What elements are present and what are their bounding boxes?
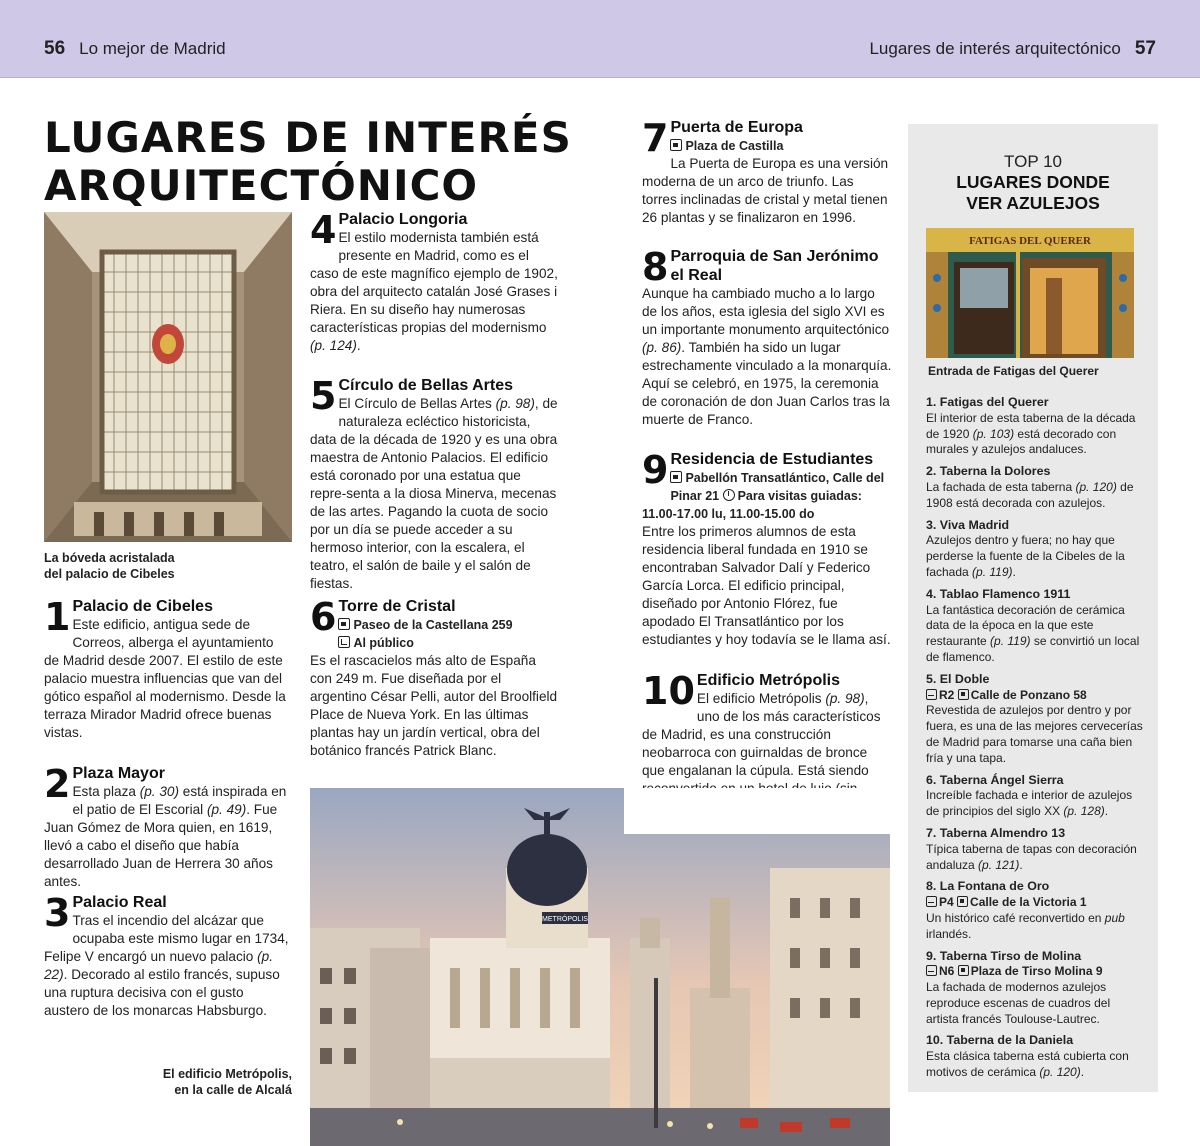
entry-number: 1 bbox=[44, 595, 71, 639]
entry-4-palacio-longoria bbox=[310, 210, 558, 355]
header-left bbox=[44, 38, 226, 60]
entry-title: Torre de Cristal bbox=[338, 598, 456, 615]
left-page-number: 56 bbox=[44, 38, 66, 59]
entry-number: 9 bbox=[642, 448, 669, 492]
entry-text: El estilo modernista también está presente en Madrid, como es el caso de este magnífico ejemplo de 1902, obra del arquitecto catalán José Grases i Riera. En su diseño hay numerosas características propias del modernismo (p. 124). bbox=[310, 230, 558, 353]
list-item: 5. El Doble R2 Calle de Ponzano 58 Revestida de azulejos por dentro y por fuera, es una de las mejores cervecerías de Madrid para tomarse una caña bien fría y una tapa. bbox=[926, 671, 1143, 765]
entry-1-palacio-cibeles bbox=[44, 597, 292, 742]
entry-title: Parroquia de San Jerónimo el Real bbox=[670, 248, 879, 284]
entry-info: Paseo de la Castellana 259 bbox=[338, 618, 512, 632]
entry-title: Plaza Mayor bbox=[72, 765, 165, 782]
entry-number: 6 bbox=[310, 595, 337, 639]
photo-cibeles-dome bbox=[44, 212, 292, 542]
home-icon bbox=[338, 618, 350, 630]
right-section-title: Lugares de interés arquitectónico bbox=[869, 39, 1121, 58]
caption-metropolis: El edificio Metrópolis, en la calle de Alcalá bbox=[162, 1067, 292, 1097]
home-icon bbox=[958, 965, 969, 976]
sidebar-kicker: TOP 10 bbox=[1004, 152, 1062, 171]
entry-title: Círculo de Bellas Artes bbox=[338, 377, 514, 394]
list-item: 9. Taberna Tirso de Molina N6 Plaza de Tirso Molina 9 La fachada de modernos azulejos reproduce escenas de cuadros del artista francés Toulouse-Lautrec. bbox=[926, 948, 1111, 1026]
home-icon bbox=[670, 471, 682, 483]
entry-number: 2 bbox=[44, 762, 71, 806]
entry-number: 8 bbox=[642, 245, 669, 289]
entry-title: Palacio Real bbox=[72, 894, 167, 911]
list-item: 3. Viva Madrid Azulejos dentro y fuera; no hay que perderse la fuente de la Cibeles de la fachada (p. 119). bbox=[926, 517, 1125, 579]
entry-number: 3 bbox=[44, 891, 71, 935]
entry-number: 5 bbox=[310, 374, 337, 418]
home-icon bbox=[957, 896, 968, 907]
entry-number: 7 bbox=[642, 116, 669, 160]
metro-icon bbox=[926, 965, 937, 976]
list-item: 6. Taberna Ángel Sierra Increíble fachada e interior de azulejos de principios del siglo XX (p. 128). bbox=[926, 772, 1133, 819]
entry-8-parroquia-san-jeronimo bbox=[642, 247, 892, 429]
entry-9-residencia-estudiantes bbox=[642, 450, 892, 649]
sidebar-title: LUGARES DONDE VER AZULEJOS bbox=[956, 172, 1110, 213]
fatigas-sign: FATIGAS DEL QUERER bbox=[969, 235, 1091, 247]
entry-text: Entre los primeros alumnos de esta residencia liberal fundada en 1910 se encontraban Salvador Dalí y Federico García Lorca. El edificio principal, diseñado por Antonio Flórez, fue apodado El Transatlántico por los estudiantes y hoy todavía se le llama así. bbox=[642, 524, 891, 647]
entry-title: Edificio Metrópolis bbox=[696, 672, 841, 689]
entry-info: Plaza de Castilla bbox=[670, 139, 783, 153]
entry-text: El Círculo de Bellas Artes (p. 98), de naturaleza ecléctico historicista, data de la década de 1920 y es una obra maestra de Antonio Palacios. El edificio está coronado por una estatua que repre-senta a la diosa Minerva, mecenas de las artes. Pagando la cuota de socio por un día se puede acceder a su hermoso interior, con la escalera, el teatro, el salón de baile y el salón de fiestas. bbox=[310, 396, 558, 591]
metro-icon bbox=[926, 896, 937, 907]
entry-title: Palacio de Cibeles bbox=[72, 598, 213, 615]
entry-title: Palacio Longoria bbox=[338, 211, 468, 228]
entry-text: Este edificio, antigua sede de Correos, alberga el ayuntamiento de Madrid desde 2007. El estilo de este palacio muestra influencias que van del gótico español al modernismo. Desde la terraza Mirador Madrid ofrece buenas vistas. bbox=[44, 617, 286, 740]
entry-7-puerta-de-europa bbox=[642, 118, 892, 227]
top10-list bbox=[926, 395, 1144, 1087]
sidebar-photo-caption: Entrada de Fatigas del Querer bbox=[928, 364, 1099, 378]
entry-text: Aunque ha cambiado mucho a lo largo de los años, esta iglesia del siglo XVI es un importante monumento arquitectónico (p. 86). También ha sido un lugar estrechamente vinculado a la monarquía. Aquí se celebró, en 1975, la ceremonia de coronación de don Juan Carlos tras la muerte de Franco. bbox=[642, 286, 892, 427]
list-item: 10. Taberna de la Daniela Esta clásica taberna está cubierta con motivos de cerámica (p. 120). bbox=[926, 1033, 1129, 1080]
entry-number: 10 bbox=[642, 669, 695, 713]
list-item: 7. Taberna Almendro 13 Típica taberna de tapas con decoración andaluza (p. 121). bbox=[926, 825, 1137, 872]
entry-6-torre-de-cristal bbox=[310, 597, 558, 760]
entry-number: 4 bbox=[310, 208, 337, 252]
ticket-icon bbox=[338, 636, 350, 648]
photo-fatigas-del-querer bbox=[926, 228, 1134, 358]
metropolis-sign: METRÓPOLIS bbox=[542, 916, 588, 923]
entry-text: Es el rascacielos más alto de España con 249 m. Fue diseñada por el argentino César Pelli, autor del Broolfield Place de Nueva York. En las últimas plantas hay un jardín vertical, obra del botánico francés Patrick Blanc. bbox=[310, 653, 558, 758]
entry-text: El edificio Metrópolis (p. 98), uno de los más característicos de Madrid, es una construcción neobarroca con guirnaldas de bronce que engalanan la cúpula. Está siendo bbox=[642, 691, 881, 778]
list-item: 2. Taberna la Dolores La fachada de esta taberna (p. 120) de 1908 está decorada con azulejos. bbox=[926, 464, 1134, 510]
header-right bbox=[869, 38, 1156, 60]
entry-title: Residencia de Estudiantes bbox=[670, 451, 874, 468]
list-item: 4. Tablao Flamenco 1911 La fantástica decoración de cerámica data de la época en la que este restaurante (p. 119) se convirtió un local de flamenco. bbox=[926, 586, 1140, 664]
home-icon bbox=[958, 689, 969, 700]
left-section-title: Lo mejor de Madrid bbox=[79, 39, 226, 58]
entry-text: Tras el incendio del alcázar que ocupaba este mismo lugar en 1734, Felipe V encargó un nuevo palacio (p. 22). Decorado al estilo francés, supuso una ruptura decisiva con el gusto austero de los monarcas Habsburgo. bbox=[44, 913, 289, 1018]
entry-text: La Puerta de Europa es una versión moderna de un arco de triunfo. Las torres inclinadas de cristal y metal tienen 26 plantas y se finalizaron en 1996. bbox=[642, 156, 889, 225]
clock-icon bbox=[723, 489, 735, 501]
home-icon bbox=[670, 139, 682, 151]
entry-text: Esta plaza (p. 30) está inspirada en el patio de El Escorial (p. 49). Fue Juan Gómez de Mora quien, en 1619, llevó a cabo el diseño que había desarrollado Juan de Herrera 30 años antes. bbox=[44, 784, 287, 889]
top10-sidebar bbox=[908, 124, 1158, 1092]
list-item: 1. Fatigas del Querer El interior de esta taberna de la década de 1920 (p. 103) está decorado con murales y azulejos andaluces. bbox=[926, 395, 1136, 457]
list-item: 8. La Fontana de Oro P4 Calle de la Victoria 1 Un histórico café reconvertido en pub irlandés. bbox=[926, 879, 1125, 941]
photo-edificio-metropolis bbox=[310, 788, 890, 1146]
entry-title: Puerta de Europa bbox=[670, 119, 803, 136]
page-header bbox=[0, 0, 1200, 78]
caption-cibeles: La bóveda acristalada del palacio de Cibeles bbox=[44, 551, 175, 581]
metro-icon bbox=[926, 689, 937, 700]
right-page-number: 57 bbox=[1134, 38, 1156, 59]
entry-info: Pabellón Transatlántico, Calle del Pinar 21 Para visitas guiadas: 11.00-17.00 lu, 11.00-15.00 do bbox=[642, 471, 885, 521]
entry-2-plaza-mayor bbox=[44, 764, 292, 891]
entry-5-circulo-bellas-artes bbox=[310, 376, 558, 593]
entry-info: Al público bbox=[338, 636, 413, 650]
page-title: LUGARES DE INTERÉS ARQUITECTÓNICO bbox=[44, 113, 572, 210]
entry-3-palacio-real bbox=[44, 893, 292, 1020]
